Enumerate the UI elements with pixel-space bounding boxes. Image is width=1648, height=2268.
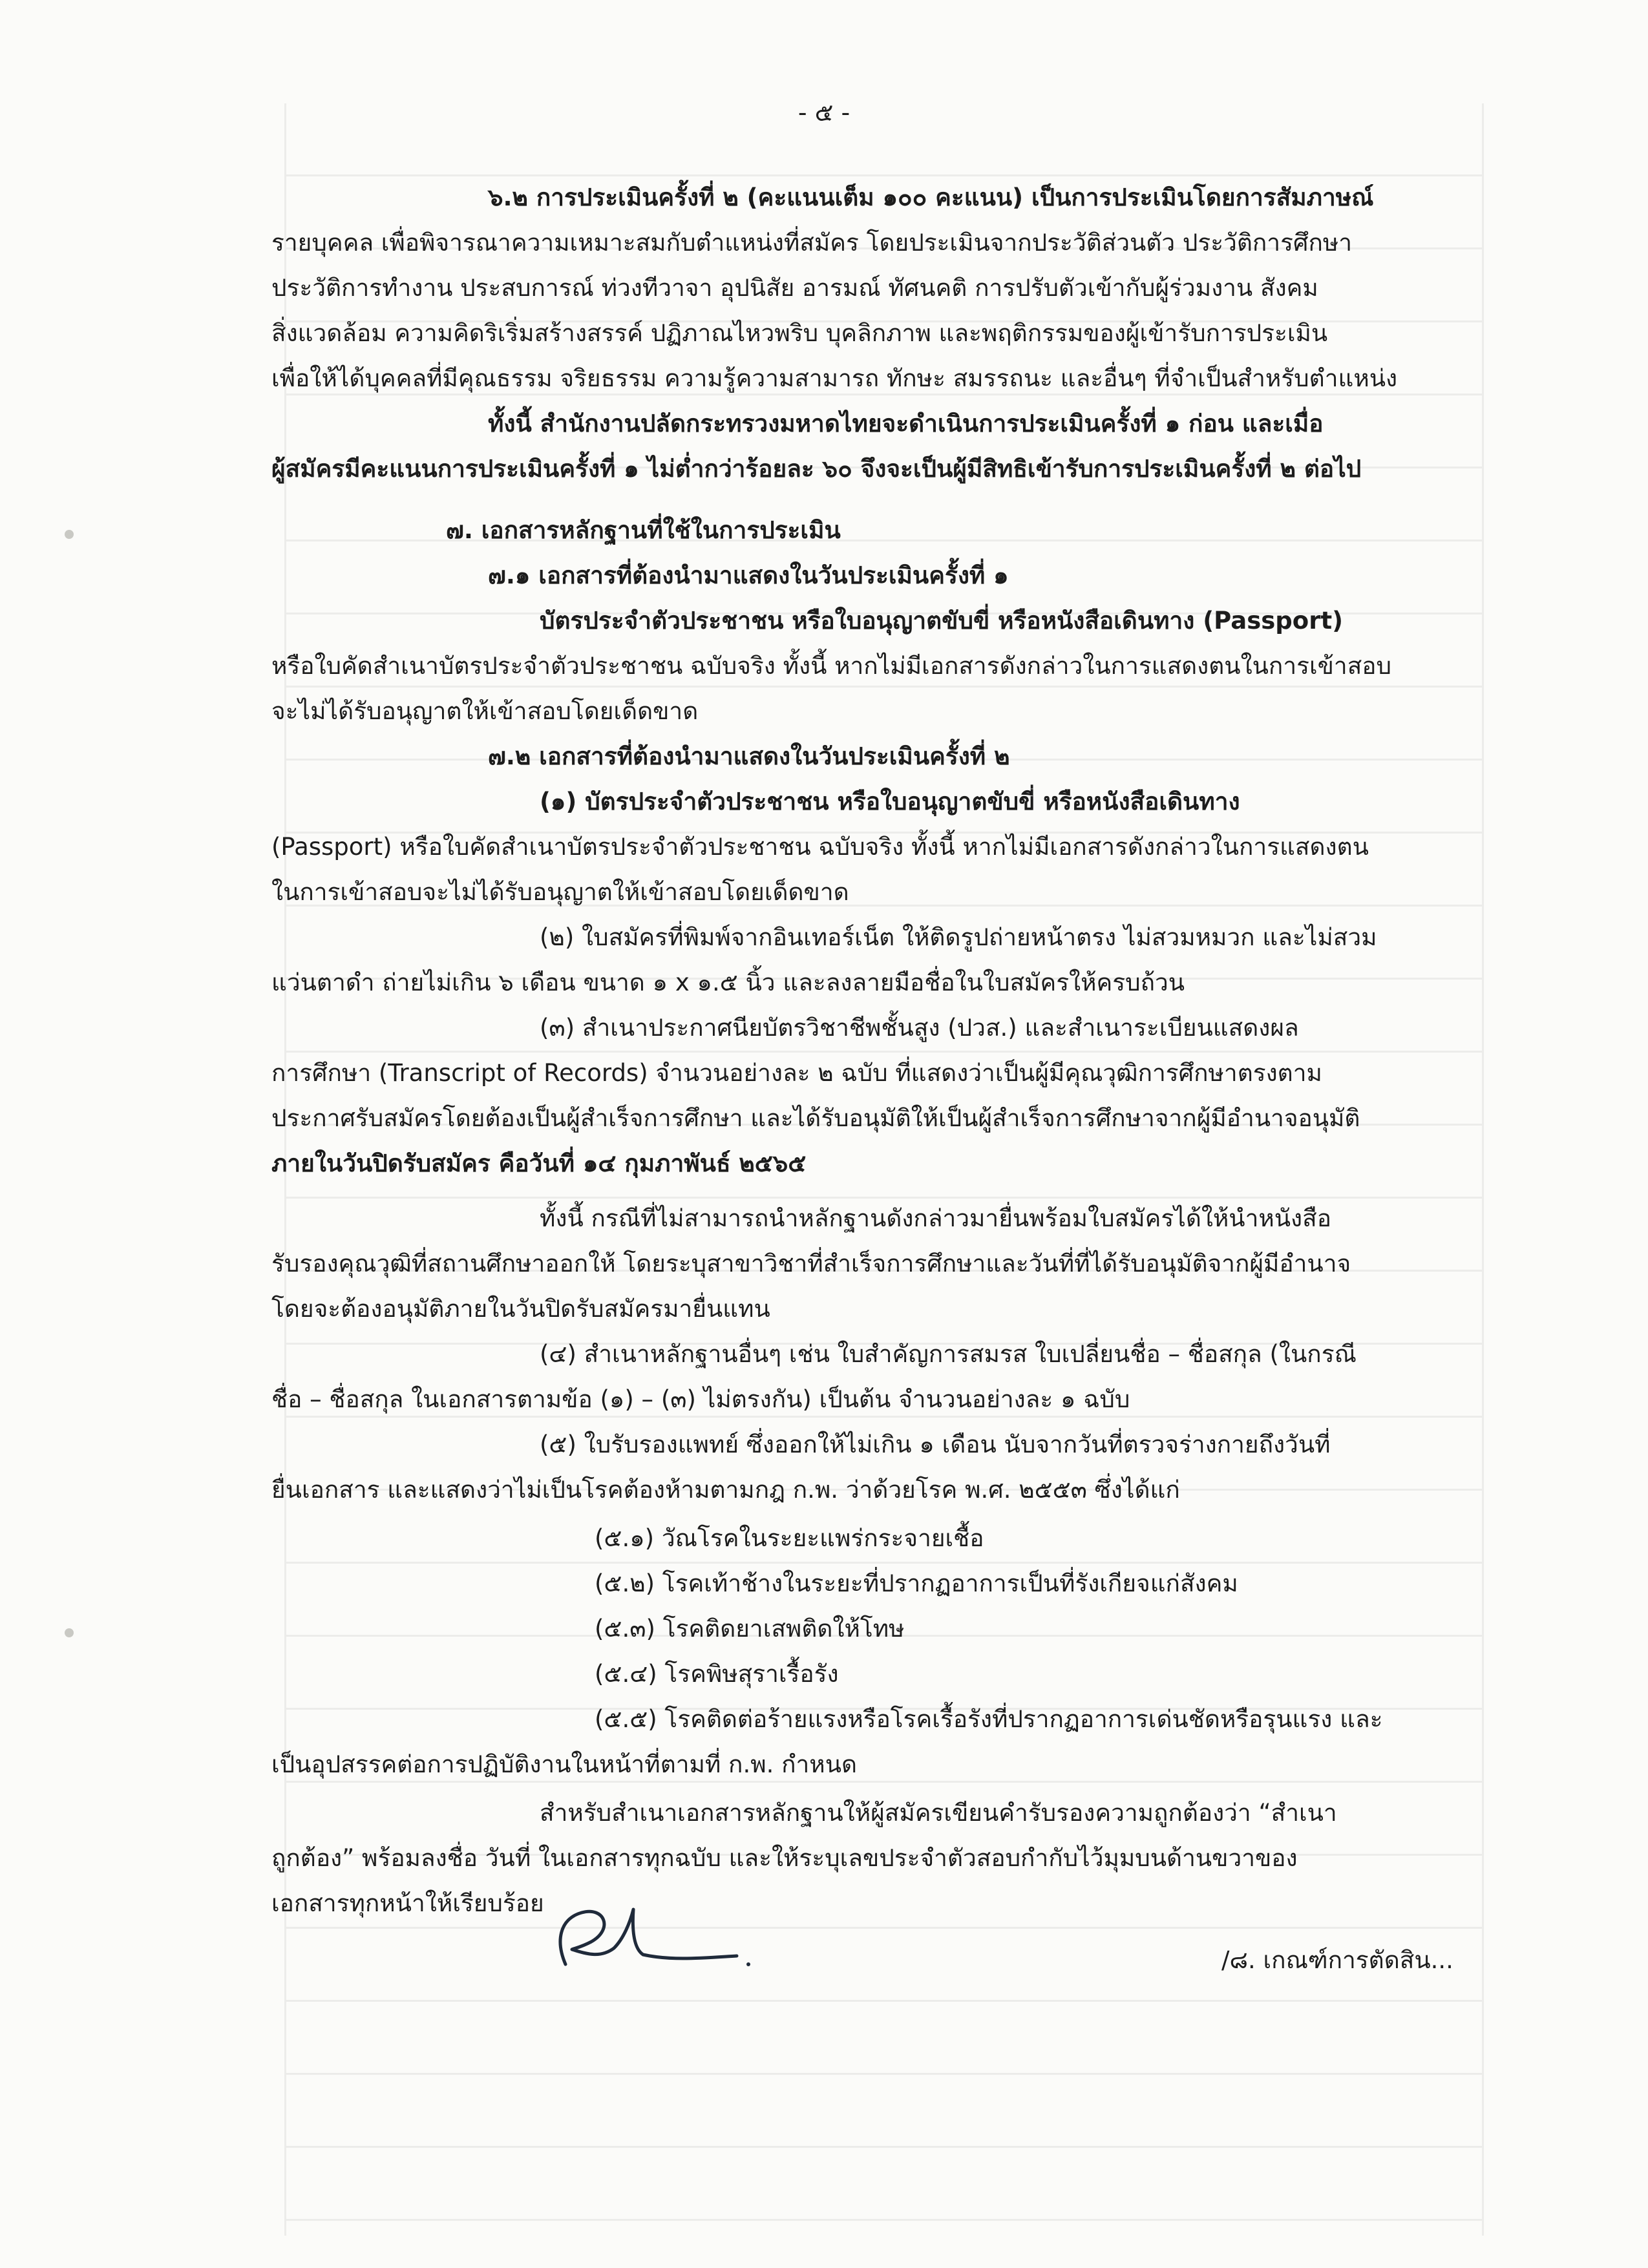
text-line: สิ่งแวดล้อม ความคิดริเริ่มสร้างสรรค์ ปฏิภาณไหวพริบ บุคลิกภาพ และพฤติกรรมของผู้เข้ารับการประเมิน [271,319,1328,347]
list-item: (๕.๔) โรคพิษสุราเรื้อรัง [595,1660,839,1688]
list-item: (๕.๑) วัณโรคในระยะแพร่กระจายเชื้อ [595,1524,984,1552]
text-line: ผู้สมัครมีคะแนนการประเมินครั้งที่ ๑ ไม่ต่ำกว่าร้อยละ ๖๐ จึงจะเป็นผู้มีสิทธิเข้ารับการประเมินครั้งที่ ๒ ต่อไป [271,455,1362,483]
text-line: ทั้งนี้ กรณีที่ไม่สามารถนำหลักฐานดังกล่าวมายื่นพร้อมใบสมัครได้ให้นำหนังสือ [540,1204,1331,1232]
text-line: ภายในวันปิดรับสมัคร คือวันที่ ๑๔ กุมภาพันธ์ ๒๕๖๕ [271,1150,807,1177]
text-line: หรือใบคัดสำเนาบัตรประจำตัวประชาชน ฉบับจริง ทั้งนี้ หากไม่มีเอกสารดังกล่าวในการแสดงตนในการเข้าสอบ [271,652,1391,680]
text-line: ประวัติการทำงาน ประสบการณ์ ท่วงทีวาจา อุปนิสัย อารมณ์ ทัศนคติ การปรับตัวเข้ากับผู้ร่วมงาน สังคม [271,274,1318,302]
text-line: เพื่อให้ได้บุคคลที่มีคุณธรรม จริยธรรม ความรู้ความสามารถ ทักษะ สมรรถนะ และอื่นๆ ที่จำเป็นสำหรับตำแหน่ง [271,364,1398,392]
text-line: โดยจะต้องอนุมัติภายในวันปิดรับสมัครมายื่นแทน [271,1295,770,1323]
text-line: (๓) สำเนาประกาศนียบัตรวิชาชีพชั้นสูง (ปวส.) และสำเนาระเบียนแสดงผล [540,1014,1299,1042]
text-line: รับรองคุณวุฒิที่สถานศึกษาออกให้ โดยระบุสาขาวิชาที่สำเร็จการศึกษาและวันที่ที่ได้รับอนุมัติจากผู้มีอำนาจ [271,1250,1351,1277]
text-line: เป็นอุปสรรคต่อการปฏิบัติงานในหน้าที่ตามที่ ก.พ. กำหนด [271,1750,858,1778]
section-heading: ๗. เอกสารหลักฐานที่ใช้ในการประเมิน [446,516,841,544]
list-item: (๕.๓) โรคติดยาเสพติดให้โทษ [595,1615,905,1643]
text-line: เอกสารทุกหน้าให้เรียบร้อย [271,1889,544,1917]
text-line: รายบุคคล เพื่อพิจารณาความเหมาะสมกับตำแหน่งที่สมัคร โดยประเมินจากประวัติส่วนตัว ประวัติการศึกษา [271,229,1353,257]
text-line: แว่นตาดำ ถ่ายไม่เกิน ๖ เดือน ขนาด ๑ x ๑.๕ นิ้ว และลงลายมือชื่อในใบสมัครให้ครบถ้วน [271,969,1185,996]
text-line: ยื่นเอกสาร และแสดงว่าไม่เป็นโรคต้องห้ามตามกฎ ก.พ. ว่าด้วยโรค พ.ศ. ๒๕๕๓ ซึ่งได้แก่ [271,1476,1180,1504]
text-line: (๑) บัตรประจำตัวประชาชน หรือใบอนุญาตขับขี่ หรือหนังสือเดินทาง [540,788,1240,815]
text-line: ชื่อ – ชื่อสกุล ในเอกสารตามข้อ (๑) – (๓) ไม่ตรงกัน) เป็นต้น จำนวนอย่างละ ๑ ฉบับ [271,1385,1130,1413]
text-line: บัตรประจำตัวประชาชน หรือใบอนุญาตขับขี่ หรือหนังสือเดินทาง (Passport) [540,607,1344,635]
text-line: จะไม่ได้รับอนุญาตให้เข้าสอบโดยเด็ดขาด [271,697,699,725]
text-line: (Passport) หรือใบคัดสำเนาบัตรประจำตัวประชาชน ฉบับจริง ทั้งนี้ หากไม่มีเอกสารดังกล่าวในการแสดงตน [271,833,1369,861]
text-line: (๒) ใบสมัครที่พิมพ์จากอินเทอร์เน็ต ให้ติดรูปถ่ายหน้าตรง ไม่สวมหมวก และไม่สวม [540,923,1377,951]
subsection-heading: ๗.๑ เอกสารที่ต้องนำมาแสดงในวันประเมินครั้งที่ ๑ [488,562,1009,589]
text-line: การศึกษา (Transcript of Records) จำนวนอย่างละ ๒ ฉบับ ที่แสดงว่าเป็นผู้มีคุณวุฒิการศึกษาตรงตาม [271,1059,1322,1087]
text-line: ในการเข้าสอบจะไม่ได้รับอนุญาตให้เข้าสอบโดยเด็ดขาด [271,878,849,906]
list-item: (๕.๒) โรคเท้าช้างในระยะที่ปรากฏอาการเป็นที่รังเกียจแก่สังคม [595,1570,1238,1597]
punch-hole-mark [65,530,74,539]
page-number: - ๕ - [798,98,850,127]
text-line: ๖.๒ การประเมินครั้งที่ ๒ (คะแนนเต็ม ๑๐๐ คะแนน) เป็นการประเมินโดยการสัมภาษณ์ [488,184,1374,211]
handwritten-signature [543,1903,756,1974]
punch-hole-mark [65,1628,74,1637]
text-line: (๕) ใบรับรองแพทย์ ซึ่งออกให้ไม่เกิน ๑ เดือน นับจากวันที่ตรวจร่างกายถึงวันที่ [540,1431,1331,1458]
text-line: ถูกต้อง” พร้อมลงชื่อ วันที่ ในเอกสารทุกฉบับ และให้ระบุเลขประจำตัวสอบกำกับไว้มุมบนด้านขวาของ [271,1844,1298,1872]
text-line: สำหรับสำเนาเอกสารหลักฐานให้ผู้สมัครเขียนคำรับรองความถูกต้องว่า “สำเนา [540,1799,1337,1827]
text-line: ทั้งนี้ สำนักงานปลัดกระทรวงมหาดไทยจะดำเนินการประเมินครั้งที่ ๑ ก่อน และเมื่อ [488,410,1324,437]
text-line: ประกาศรับสมัครโดยต้องเป็นผู้สำเร็จการศึกษา และได้รับอนุมัติให้เป็นผู้สำเร็จการศึกษาจากผู้มีอำนาจอนุมัติ [271,1104,1360,1132]
subsection-heading: ๗.๒ เอกสารที่ต้องนำมาแสดงในวันประเมินครั้งที่ ๒ [488,742,1010,770]
continuation-note: /๘. เกณฑ์การตัดสิน... [1221,1946,1453,1974]
text-line: (๔) สำเนาหลักฐานอื่นๆ เช่น ใบสำคัญการสมรส ใบเปลี่ยนชื่อ – ชื่อสกุล (ในกรณี [540,1340,1357,1368]
list-item: (๕.๕) โรคติดต่อร้ายแรงหรือโรคเรื้อรังที่ปรากฏอาการเด่นชัดหรือรุนแรง และ [595,1705,1383,1733]
